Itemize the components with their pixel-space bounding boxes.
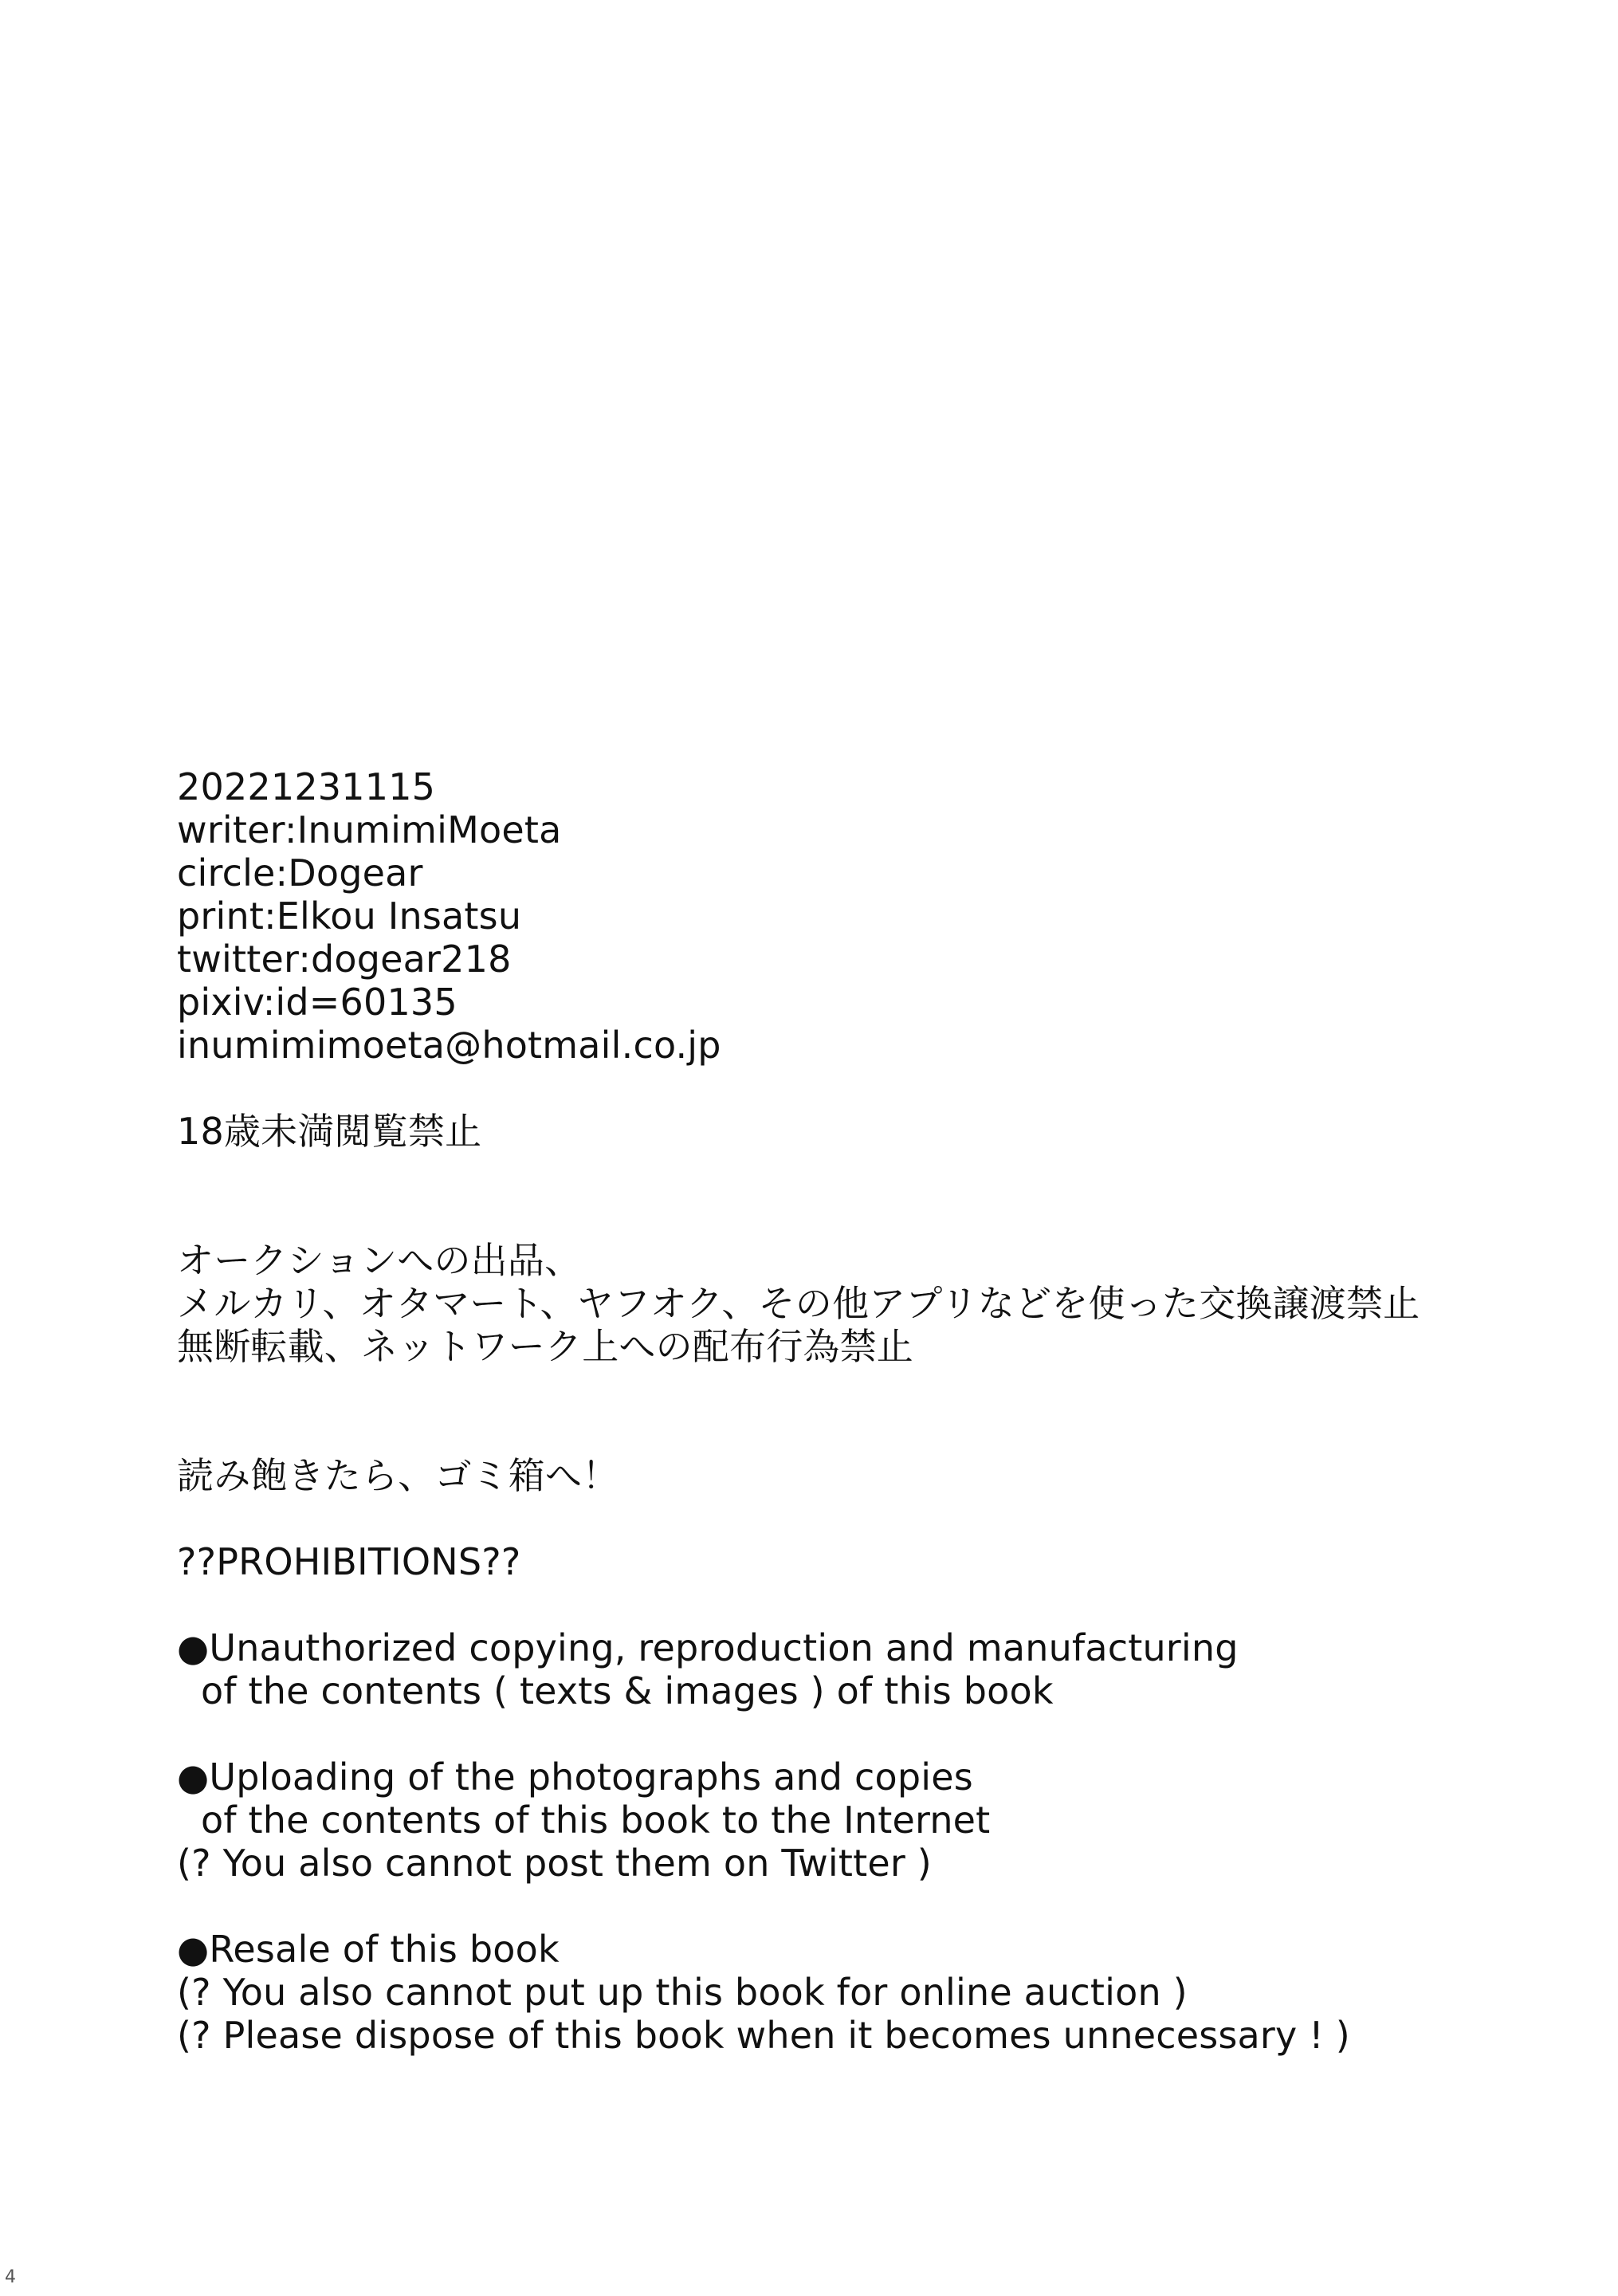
prohibition-item-uploading: ●Uploading of the photographs and copies <box>177 1755 973 1799</box>
date-code: 20221231115 <box>177 765 436 808</box>
prohibition-item-copying-detail: of the contents ( texts & images ) of this book <box>201 1669 1054 1712</box>
prohibitions-heading: ??PROHIBITIONS?? <box>177 1540 521 1583</box>
prohibition-item-uploading-note: (? You also cannot post them on Twitter ) <box>177 1842 932 1885</box>
print-credit: print:Elkou Insatsu <box>177 894 522 938</box>
writer-credit: writer:InumimiMoeta <box>177 808 562 851</box>
twitter-handle: twitter:dogear218 <box>177 938 512 981</box>
japanese-prohibition-line-3: 無断転載、ネットワーク上への配布行為禁止 <box>177 1325 913 1368</box>
prohibition-item-copying: ●Unauthorized copying, reproduction and manufacturing <box>177 1626 1239 1669</box>
colophon-text-block <box>177 765 1532 2057</box>
prohibition-item-resale: ●Resale of this book <box>177 1928 560 1971</box>
prohibition-item-resale-note-auction: (? You also cannot put up this book for online auction ) <box>177 1971 1188 2014</box>
prohibition-item-uploading-detail: of the contents of this book to the Internet <box>201 1799 991 1842</box>
japanese-prohibition-line-2: メルカリ、オタマート、ヤフオク、その他アプリなどを使った交換譲渡禁止 <box>177 1282 1420 1325</box>
pixiv-id: pixiv:id=60135 <box>177 981 458 1024</box>
page-number: 4 <box>5 2267 16 2287</box>
japanese-prohibition-line-1: オークションへの出品、 <box>177 1239 582 1282</box>
age-restriction-notice: 18歳未満閲覧禁止 <box>177 1110 482 1153</box>
circle-credit: circle:Dogear <box>177 851 423 894</box>
contact-email: inumimimoeta@hotmail.co.jp <box>177 1024 721 1067</box>
prohibition-item-resale-note-dispose: (? Please dispose of this book when it becomes unnecessary ! ) <box>177 2014 1350 2057</box>
dispose-note: 読み飽きたら、ゴミ箱へ！ <box>177 1454 619 1497</box>
